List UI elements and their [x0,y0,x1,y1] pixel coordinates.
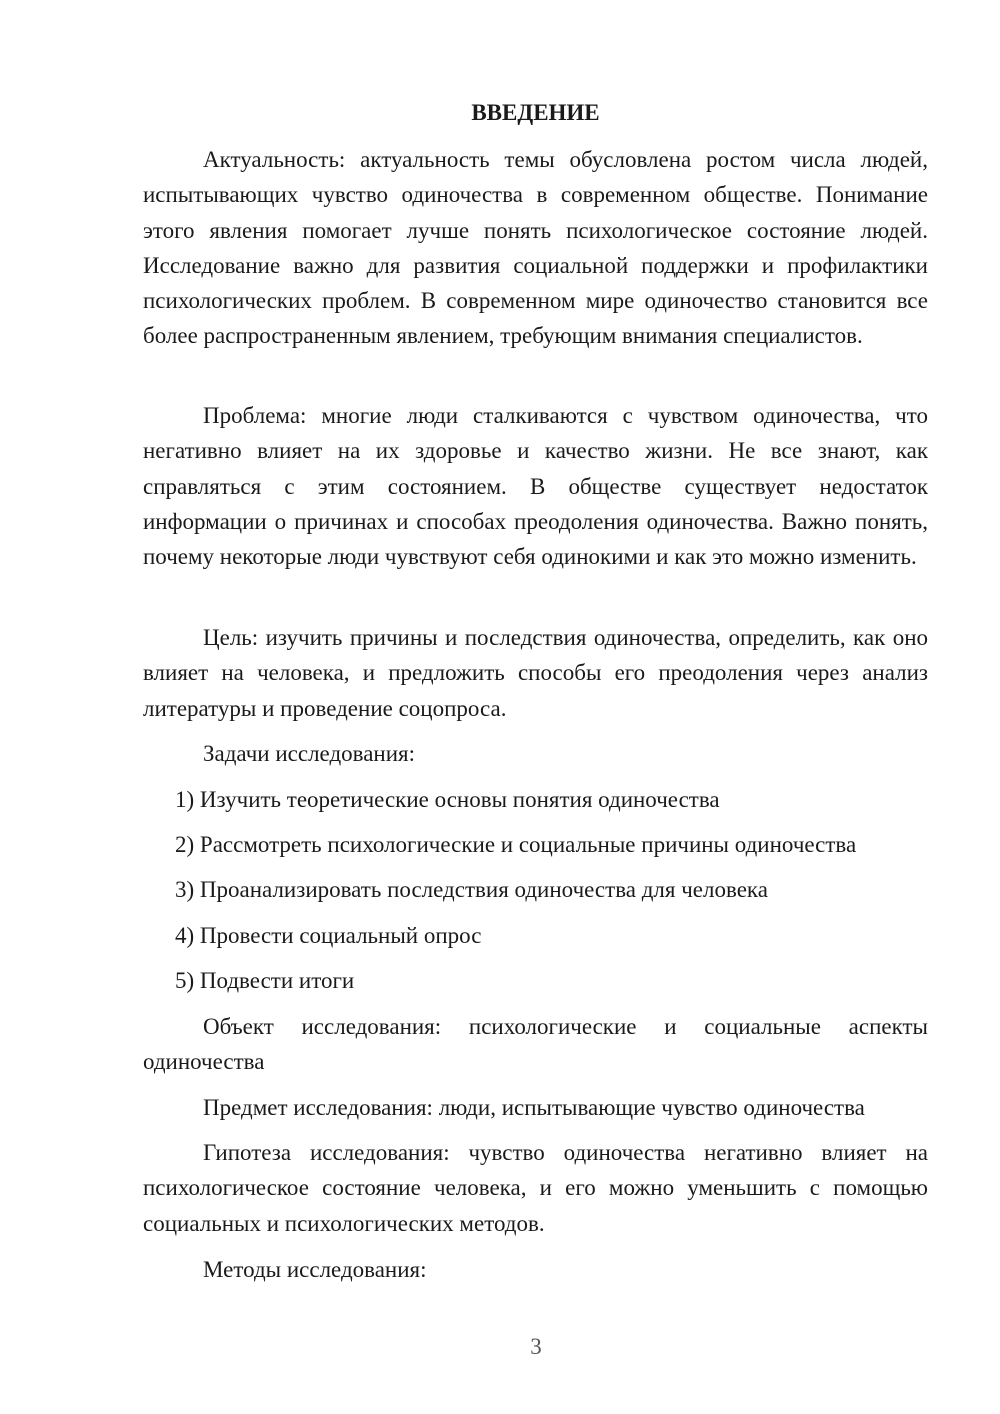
paragraph-problem: Проблема: многие люди сталкиваются с чувством одиночества, что негативно влияет на их здоровье и качество жизни. Не все знают, как справляться с этим состоянием. В обществе существует недостаток информации о причинах и способах преодоления одиночества. Важно понять, почему некоторые люди чувствуют себя одинокими и как это можно изменить. [143,403,928,570]
task-item: 5) Подвести итоги [175,968,355,993]
page-number: 3 [530,1334,542,1359]
task-item: 4) Провести социальный опрос [175,923,482,948]
paragraph-goal: Цель: изучить причины и последствия одиночества, определить, как оно влияет на человека, и предложить способы его преодоления через анализ литературы и проведение соцопроса. [143,625,928,721]
task-item: 1) Изучить теоретические основы понятия одиночества [175,787,720,812]
paragraph-relevance: Актуальность: актуальность темы обусловлена ростом числа людей, испытывающих чувство одиночества в современном обществе. Понимание этого явления помогает лучше понять психологическое состояние людей. Исследование важно для развития социальной поддержки и профилактики психологических проблем. В современном мире одиночество становится все более распространенным явлением, требующим внимания специалистов. [143,147,928,349]
section-title: ВВЕДЕНИЕ [471,100,600,125]
task-item: 3) Проанализировать последствия одиночества для человека [175,877,768,902]
paragraph-object: Объект исследования: психологические и социальные аспекты одиночества [143,1014,928,1075]
paragraph-subject: Предмет исследования: люди, испытывающие чувство одиночества [203,1095,865,1120]
paragraph-hypothesis: Гипотеза исследования: чувство одиночества негативно влияет на психологическое состояние человека, и его можно уменьшить с помощью социальных и психологических методов. [143,1140,928,1236]
task-item: 2) Рассмотреть психологические и социальные причины одиночества [175,832,857,857]
tasks-heading: Задачи исследования: [203,741,416,766]
methods-heading: Методы исследования: [203,1257,427,1282]
